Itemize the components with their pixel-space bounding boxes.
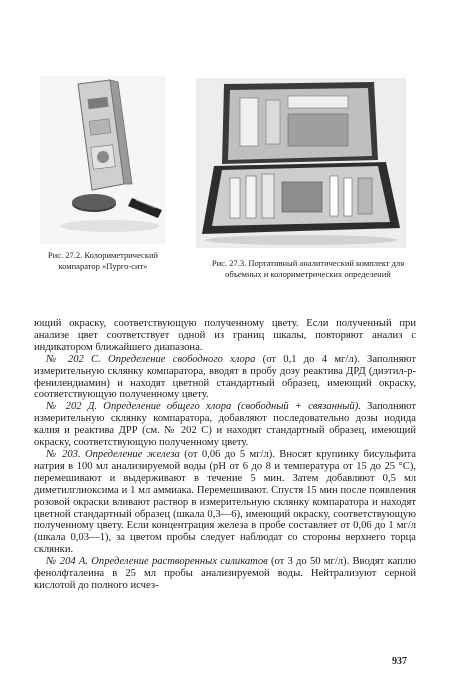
body-text [34, 318, 416, 592]
paragraph [34, 354, 416, 402]
figure-caption-text: Колориметрический компаратор «Пурго-сит» [58, 250, 159, 271]
paragraph [34, 556, 416, 592]
page-number: 937 [392, 656, 407, 667]
case-lid [222, 82, 378, 164]
section-heading: № 204 А. Определение растворенных силикатов [46, 556, 268, 568]
paragraph-text: (от 0,1 до 4 мг/л). Заполняют измерительную склянку компаратора, вводят в пробу дозу реактива ДРД (диэтил-р-фенилендиамин) и находят цветной стандартный образец, имеющий окраску, соответствующую полученному цвету. [34, 353, 416, 401]
paragraph-text: (от 0,06 до 5 мг/л). Вносят крупинку бисульфита натрия в 100 мл анализируемой воды (рН от 6 до 8 и температура от 15 до 25 °С), перемешивают и выдерживают в течение 5 мин. Затем добавляют 0,5 мл диметилглиоксима и 1 мл аммиака. Перемешивают. Спустя 15 мин после появления розовой окраски вливают раствор в измерительную склянку компаратора и находят цветной стандартный образец (шкала 0,3—6), имеющий окраску, соответствующую полученному цвету. Если концентрация железа в пробе составляет от 0,06 до 1 мг/л (шкала 0,03—1), за цветом пробы следует наблюдат со стороны верхнего торца склянки. [34, 448, 417, 556]
figure-caption-text: Портативный аналитический комплект для объемных и колориметрических определений [225, 258, 405, 279]
colour-disc [72, 194, 116, 212]
section-heading: № 202 С. Определение свободного хлора [46, 353, 256, 365]
paragraph-text: ющий окраску, соответствующую полученному цвету. Если полученный при анализе цвет соответствует одной из границ шкалы, повторяют анализ с индикатором ближайшего диапазона. [34, 318, 416, 353]
portable-kit-photo [196, 78, 406, 248]
figure-caption-27-3 [206, 258, 410, 279]
figure-number: Рис. 27.3. [211, 258, 247, 268]
comparator-photo [40, 76, 166, 244]
paragraph-text: (от 3 до 50 мг/л). Вводят каплю фенолфталеина в 25 мл пробы анализируемой воды. Нейтрализуют серной кислотой до полного исчез- [34, 556, 416, 591]
figure-number: Рис. 27.2. [47, 250, 83, 260]
case-body [202, 162, 400, 234]
paragraph [34, 401, 416, 449]
paragraph-text: Заполняют измерительную склянку компаратора, добавляют последовательно дозы иодида калия и реактива ДРР (см. № 202 С) и находят стандартный образец, имеющий окраску, соответствующую полученному цвету. [34, 401, 417, 449]
paragraph [34, 449, 416, 556]
figure-caption-27-2 [28, 250, 178, 271]
paragraph [34, 318, 416, 354]
section-heading: № 203. Определение железа [46, 448, 180, 460]
section-heading: № 202 Д. Определение общего хлора (свободный + связанный). [46, 401, 361, 413]
